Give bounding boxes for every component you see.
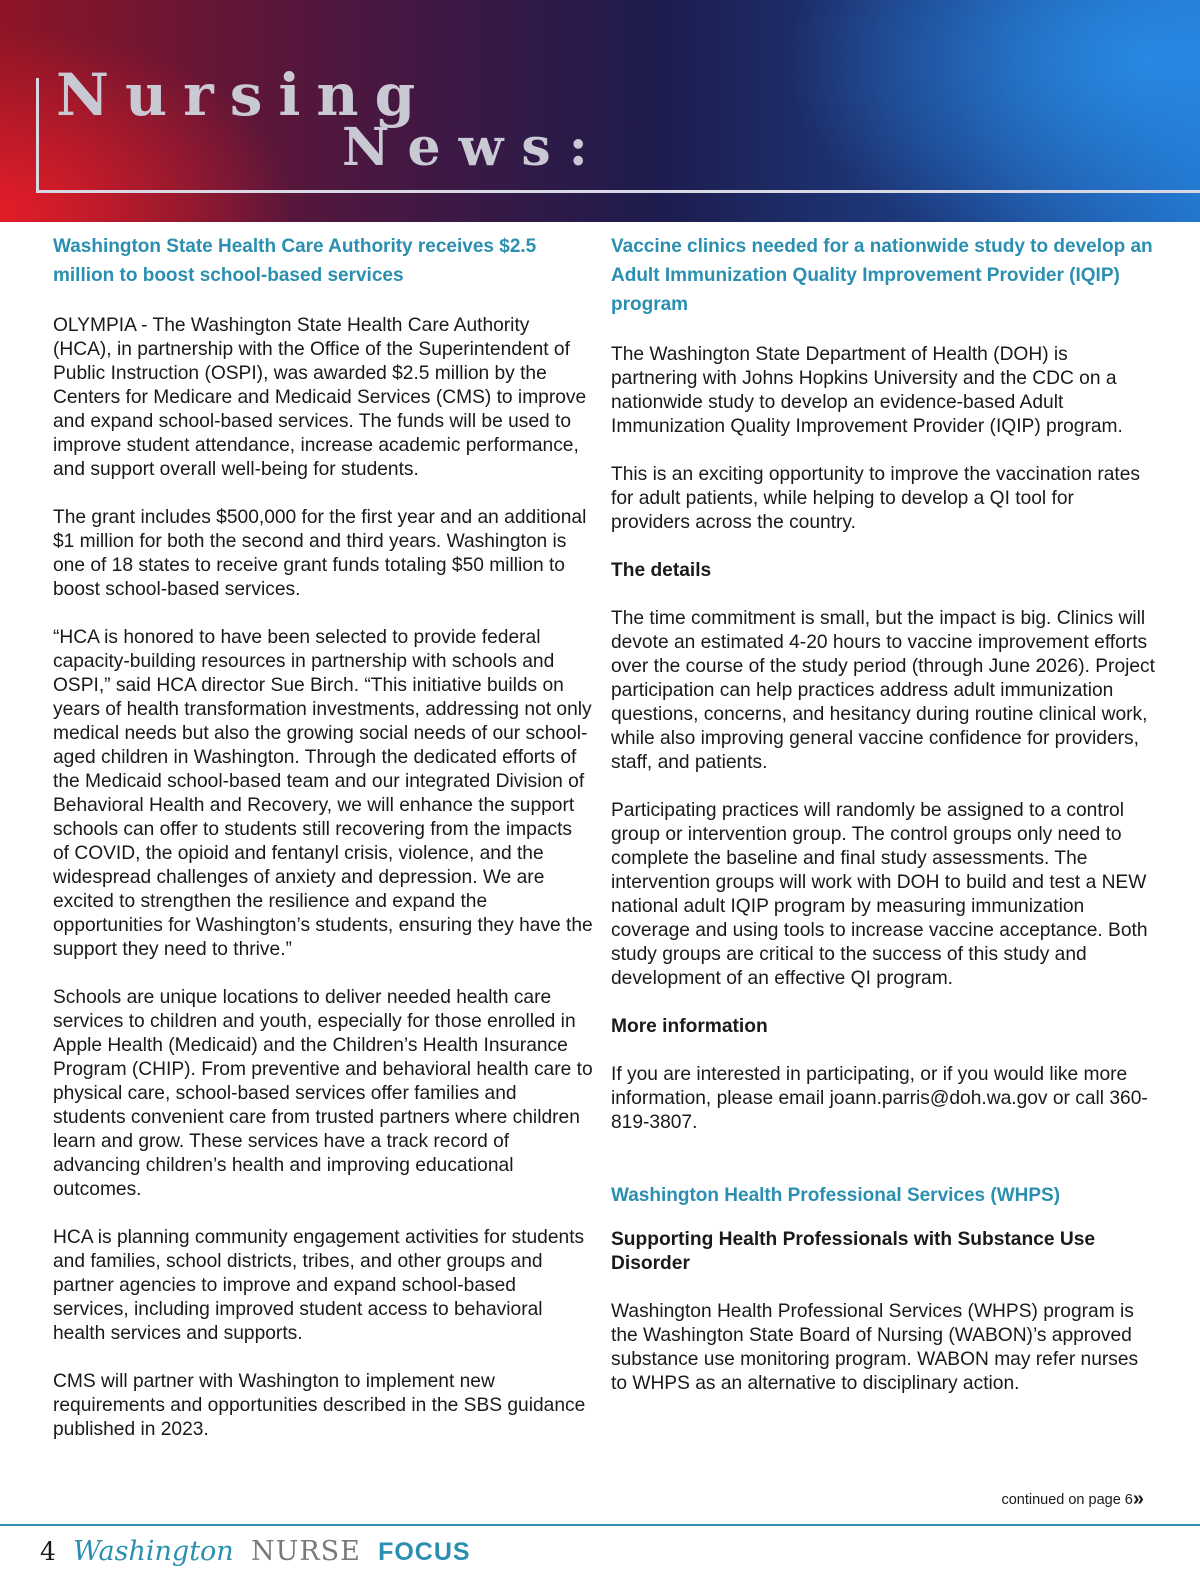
article-paragraph: CMS will partner with Washington to implement new requirements and opportunities described in the SBS guidance published in 2023. (53, 1371, 586, 1440)
continued-text: continued on page 6 (1001, 1492, 1133, 1508)
subheading-details: The details (611, 560, 712, 581)
article-paragraph: “HCA is honored to have been selected to provide federal capacity-building resources in partnership with schools and OSPI,” said HCA director Sue Birch. “This initiative builds on years of health transformation investments, addressing not only medical needs but also the growing social needs of our school-aged children in Washington. Through the dedicated efforts of the Medicaid school-based team and our integrated Division of Behavioral Health and Recovery, we will enhance the support schools can offer to students still recovering from the impacts of COVID, the opioid and fentanyl crisis, violence, and the widespread challenges of anxiety and depression. We are excited to strengthen the resilience and expand the opportunities for Washington’s students, ensuring they have the support they need to thrive.” (53, 627, 593, 960)
footer (40, 1526, 471, 1576)
article-paragraph: If you are interested in participating, or if you would like more information, please email joann.parris@doh.wa.gov or call 360-819-3807. (611, 1064, 1148, 1133)
article-paragraph: The time commitment is small, but the impact is big. Clinics will devote an estimated 4-20 hours to vaccine improvement efforts over the course of the study period (through June 2026). Project participation can help practices address adult immunization questions, concerns, and hesitancy during routine clinical work, while also improving general vaccine confidence for providers, staff, and patients. (611, 608, 1155, 773)
article-paragraph: The grant includes $500,000 for the first year and an additional $1 million for both the second and third years. Washington is one of 18 states to receive grant funds totaling $50 million to boost school-based services. (53, 507, 587, 600)
article-heading-whps: Washington Health Professional Services (WHPS) (611, 1185, 1061, 1206)
banner-title-line1: Nursing (56, 61, 432, 129)
left-column (53, 232, 593, 1466)
page-number: 4 (40, 1537, 56, 1566)
article-paragraph: The Washington State Department of Health (DOH) is partnering with Johns Hopkins University and the CDC on a nationwide study to develop an evidence-based Adult Immunization Quality Improvement Provider (IQIP) program. (611, 344, 1123, 437)
right-column (611, 232, 1156, 1420)
publication-logo-focus: FOCUS (378, 1538, 471, 1566)
article-paragraph: OLYMPIA - The Washington State Health Care Authority (HCA), in partnership with the Office of the Superintendent of Public Instruction (OSPI), was awarded $2.5 million by the Centers for Medicare and Medicaid Services (CMS) to improve and expand school-based services. The funds will be used to improve student attendance, increase academic performance, and support overall well-being for students. (53, 315, 587, 480)
article-paragraph: This is an exciting opportunity to improve the vaccination rates for adult patients, while helping to develop a QI tool for providers across the country. (611, 464, 1140, 533)
article-heading-vaccine: Vaccine clinics needed for a nationwide study to develop an Adult Immunization Quality Improvement Provider (IQIP) program (611, 236, 1153, 315)
double-chevron-right-icon: » (1132, 1488, 1144, 1510)
publication-logo-nurse: NURSE (250, 1536, 361, 1567)
banner-title-line2: News: (342, 117, 606, 178)
subheading-whps: Supporting Health Professionals with Substance Use Disorder (611, 1229, 1096, 1274)
article-paragraph: HCA is planning community engagement activities for students and families, school districts, tribes, and other groups and partner agencies to improve and expand school-based services, including improved student access to behavioral health services and supports. (53, 1227, 585, 1344)
article-paragraph: Participating practices will randomly be assigned to a control group or intervention group. The control groups only need to complete the baseline and final study assessments. The intervention groups will work with DOH to build and test a NEW national adult IQIP program by measuring immunization coverage and using tools to increase vaccine acceptance. Both study groups are critical to the success of this study and development of an effective QI program. (611, 800, 1148, 989)
publication-logo-washington: Washington (73, 1536, 234, 1567)
article-paragraph: Schools are unique locations to deliver needed health care services to children and youth, especially for those enrolled in Apple Health (Medicaid) and the Children’s Health Insurance Program (CHIP). From preventive and behavioral health care to physical care, school-based services offer families and students convenient care from trusted partners where children learn and grow. These services have a track record of advancing children’s health and improving educational outcomes. (53, 987, 593, 1200)
article-heading-hca: Washington State Health Care Authority receives $2.5 million to boost school-based services (53, 236, 537, 286)
header-banner (0, 0, 1200, 222)
subheading-more-information: More information (611, 1016, 768, 1037)
article-paragraph: Washington Health Professional Services (WHPS) program is the Washington State Board of Nursing (WABON)’s approved substance use monitoring program. WABON may refer nurses to WHPS as an alternative to disciplinary action. (611, 1301, 1139, 1394)
continued-note (1001, 1488, 1144, 1511)
